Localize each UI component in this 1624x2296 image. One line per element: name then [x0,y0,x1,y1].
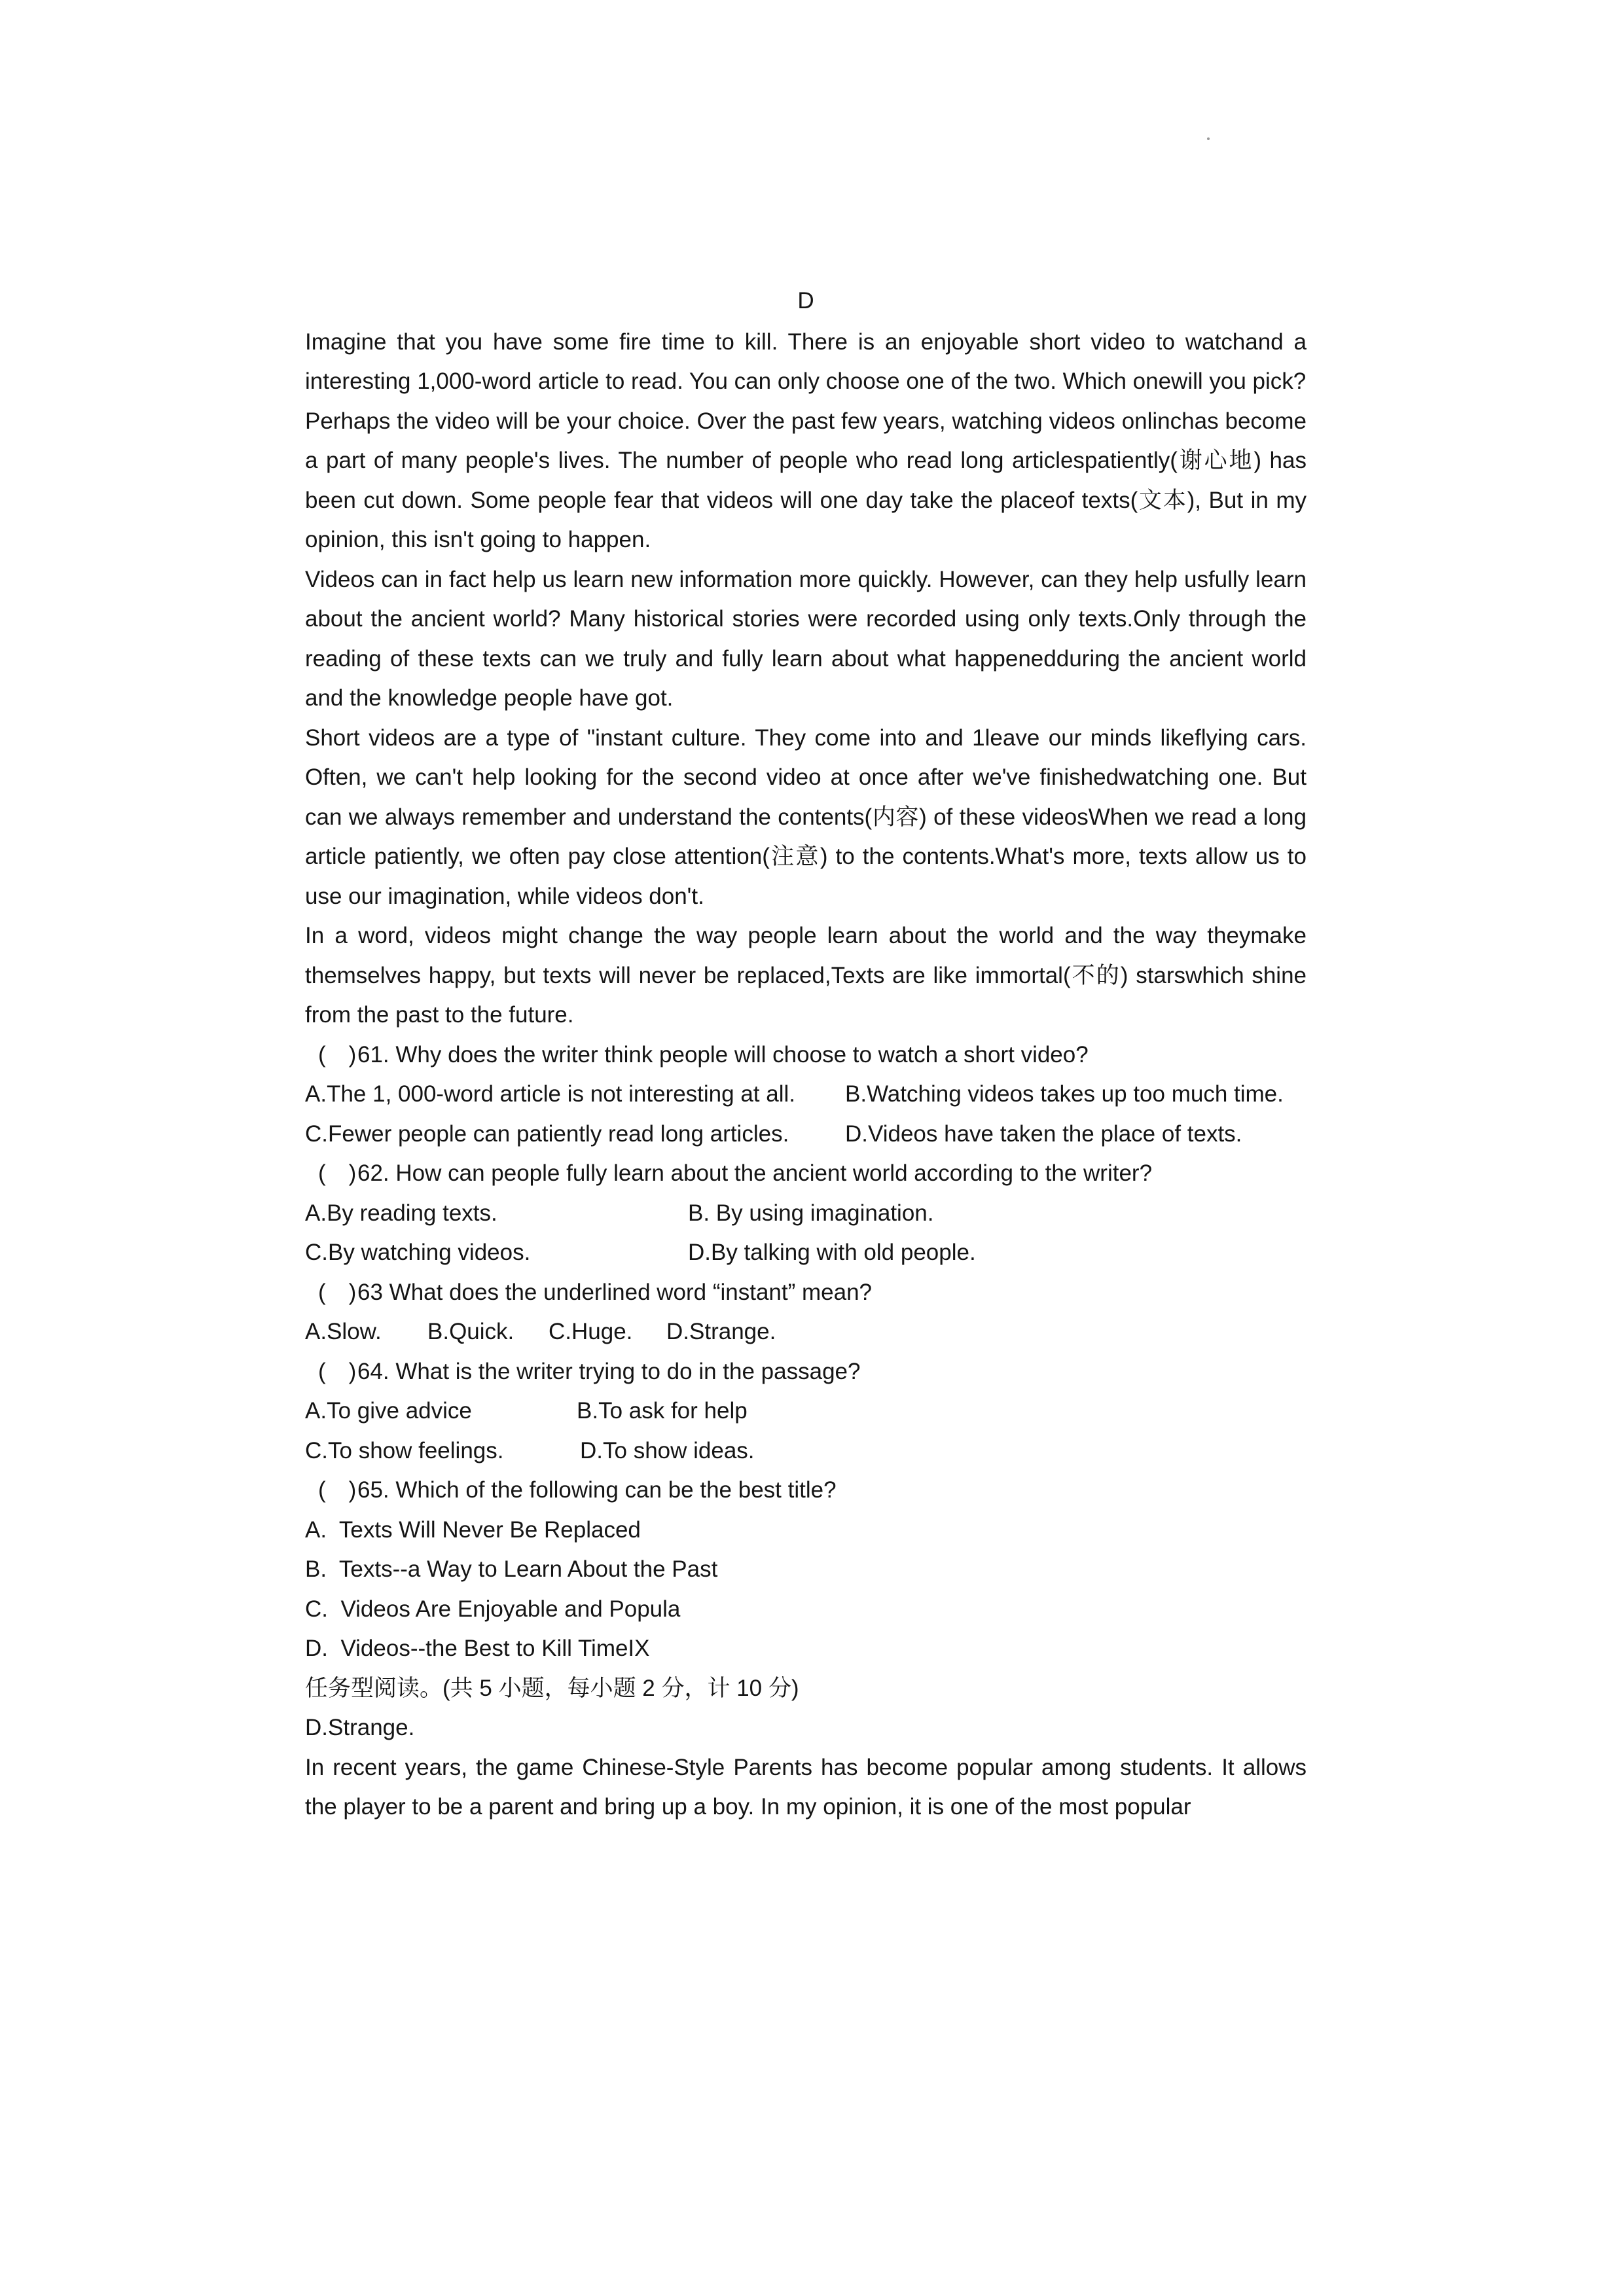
paragraph-1: Imagine that you have some fire time to kill. There is an enjoyable short video to watchand a interesting 1,000-word article to read. You can only choose one of the two. Which onewill you pick? [305,329,1307,394]
question-61 [305,1035,1307,1075]
option-d[interactable]: D. Videos--the Best to Kill TimeIX [305,1636,650,1661]
final-paragraph: In recent years, the game Chinese-Style Parents has become popular among students. It allows the player to be a parent and bring up a boy. In my opinion, it is one of the most popular [305,1754,1307,1820]
question-61-options-row-1 [305,1075,1307,1115]
option-b[interactable]: B. Texts--a Way to Learn About the Past [305,1556,718,1582]
question-64-options-row-1 [305,1391,1307,1431]
answer-blank[interactable]: ( ) [318,1477,357,1503]
option-b[interactable]: B.To ask for help [577,1398,748,1424]
paragraph-4: Short videos are a type of "instant culture. They come into and 1leave our minds likeflying cars. Often, we can't help looking for the second video at once after we've finishedwatching one. But can we always remember and understand the contents(内容) of these videosWhen we read a long article patiently, we often pay close attention(注意) to the contents.What's more, texts allow us to use our imagination, while videos don't. [305,725,1307,909]
paragraph-2: Perhaps the video will be your choice. Over the past few years, watching videos onlinchas become a part of many people's lives. The number of people who read long articlespatiently(谢心地) has been cut down. Some people fear that videos will one day take the placeof texts(文本), But in my opinion, this isn't going to happen. [305,408,1307,552]
option-c[interactable]: C.Huge. [549,1319,633,1344]
section-letter: D [797,288,814,314]
answer-blank[interactable]: ( ) [318,1041,357,1067]
answer-blank[interactable]: ( ) [318,1160,357,1186]
option-a[interactable]: A.By reading texts. [305,1200,497,1226]
question-62-options-row-2 [305,1233,1307,1273]
question-64 [305,1352,1307,1392]
stray-answer-line: D.Strange. [305,1715,415,1740]
answer-blank[interactable]: ( ) [318,1279,357,1305]
paragraph-5: In a word, videos might change the way people learn about the world and the way theymake themselves happy, but texts will never be replaced,Texts are like immortal(不的) starswhich shine from the past to the future. [305,923,1307,1028]
option-b[interactable]: B.Watching videos takes up too much time. [845,1081,1284,1107]
exam-page [305,281,1307,1827]
answer-blank[interactable]: ( ) [318,1358,357,1384]
question-65 [305,1471,1307,1511]
option-d[interactable]: D.Strange. [666,1319,776,1344]
question-64-options-row-2 [305,1431,1307,1471]
option-c[interactable]: C.Fewer people can patiently read long articles. [305,1121,789,1147]
task-reading-heading: 任务型阅读。(共 5 小题，每小题 2 分，计 10 分) [305,1675,799,1701]
question-62-options-row-1 [305,1194,1307,1234]
option-c[interactable]: C. Videos Are Enjoyable and Popula [305,1596,681,1622]
question-63 [305,1273,1307,1313]
option-b[interactable]: B.Quick. [427,1319,514,1344]
question-stem: 62. How can people fully learn about the ancient world according to the writer? [357,1160,1153,1186]
question-stem: 61. Why does the writer think people will choose to watch a short video? [357,1041,1089,1067]
option-a[interactable]: A.To give advice [305,1398,472,1424]
question-62 [305,1154,1307,1194]
paragraph-3: Videos can in fact help us learn new information more quickly. However, can they help usfully learn about the ancient world? Many historical stories were recorded using only texts.Only through the reading of these texts can we truly and fully learn about what happenedduring the ancient world and the knowledge people have got. [305,566,1307,711]
question-stem: 65. Which of the following can be the best title? [357,1477,837,1503]
option-a[interactable]: A. Texts Will Never Be Replaced [305,1516,641,1543]
question-61-options-row-2 [305,1115,1307,1155]
question-63-options [305,1312,1307,1352]
option-b[interactable]: B. By using imagination. [688,1200,934,1226]
option-d[interactable]: D.Videos have taken the place of texts. [845,1121,1242,1147]
option-c[interactable]: C.By watching videos. [305,1240,531,1265]
option-a[interactable]: A.Slow. [305,1319,382,1344]
question-stem: 64. What is the writer trying to do in the passage? [357,1358,861,1384]
scan-speck [1207,137,1210,140]
option-d[interactable]: D.To show ideas. [580,1437,755,1463]
option-c[interactable]: C.To show feelings. [305,1437,504,1463]
option-a[interactable]: A.The 1, 000-word article is not interesting at all. [305,1081,795,1107]
option-d[interactable]: D.By talking with old people. [688,1240,976,1265]
question-stem: 63 What does the underlined word “instant” mean? [357,1279,873,1305]
